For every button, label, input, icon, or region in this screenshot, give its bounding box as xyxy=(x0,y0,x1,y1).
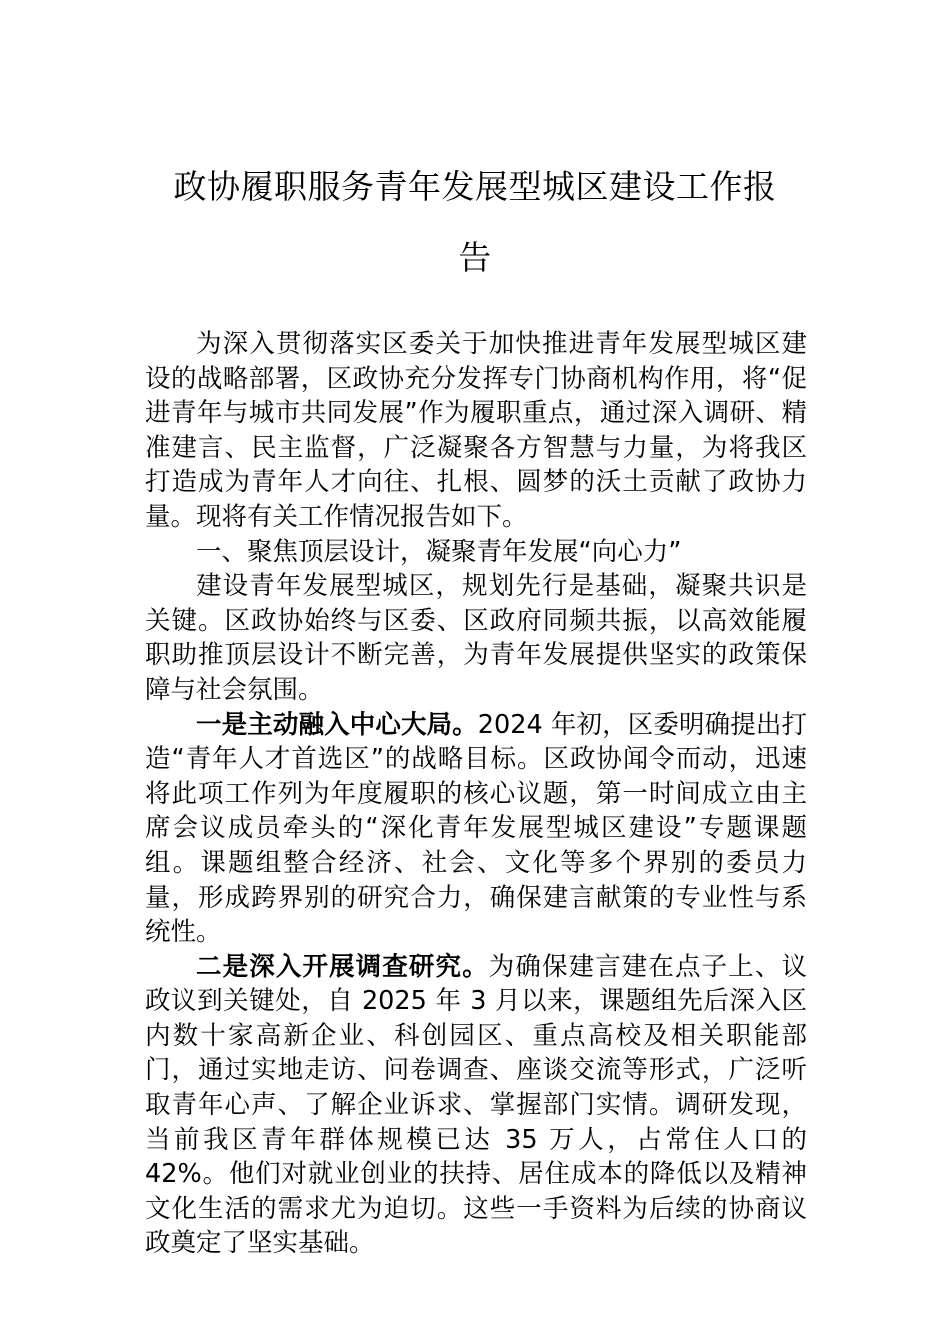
heading-text: 一、聚焦顶层设计，凝聚青年发展“向心力” xyxy=(196,536,682,567)
point-lead-text: 一是主动融入中心大局。 xyxy=(196,709,478,740)
paragraph-text: 2024 年初，区委明确提出打造“青年人才首选区”的战略目标。区政协闻令而动，迅速将此项工作列为年度履职的核心议题，第一时间成立由主席会议成员牵头的“深化青年发展型城区建设”专题课题组。课题组整合经济、社会、文化等多个界别的委员力量，形成跨界别的研究合力，确保建言献策的专业性与系统性。 xyxy=(145,709,807,948)
point-lead-text: 二是深入开展调查研究。 xyxy=(196,951,489,982)
document-title-line-1: 政协履职服务青年发展型城区建设工作报 xyxy=(173,167,777,206)
paragraph-text: 建设青年发展型城区，规划先行是基础，凝聚共识是关键。区政协始终与区委、区政府同频共振，以高效能履职助推顶层设计不断完善，为青年发展提供坚实的政策保障与社会氛围。 xyxy=(145,571,807,705)
point-2-paragraph xyxy=(145,950,807,1261)
intro-paragraph xyxy=(145,327,807,535)
document-title-line-2: 告 xyxy=(458,238,492,277)
point-1-paragraph xyxy=(145,708,807,950)
paragraph-text: 为确保建言建在点子上、议政议到关键处，自 2025 年 3 月以来，课题组先后深入区内数十家高新企业、科创园区、重点高校及相关职能部门，通过实地走访、问卷调查、座谈交流等形式，广泛听取青年心声、了解企业诉求、掌握部门实情。调研发现，当前我区青年群体规模已达 35 万人，占常住人口的 42%。他们对就业创业的扶持、居住成本的降低以及精神文化生活的需求尤为迫切。这些一手资料为后续的协商议政奠定了坚实基础。 xyxy=(145,951,807,1259)
paragraph-text: 为深入贯彻落实区委关于加快推进青年发展型城区建设的战略部署，区政协充分发挥专门协商机构作用，将“促进青年与城市共同发展”作为履职重点，通过深入调研、精准建言、民主监督，广泛凝聚各方智慧与力量，为将我区打造成为青年人才向往、扎根、圆梦的沃土贡献了政协力量。现将有关工作情况报告如下。 xyxy=(145,329,807,532)
section-1-paragraph xyxy=(145,569,807,707)
document-body xyxy=(145,327,807,1261)
section-heading-1 xyxy=(145,535,807,570)
